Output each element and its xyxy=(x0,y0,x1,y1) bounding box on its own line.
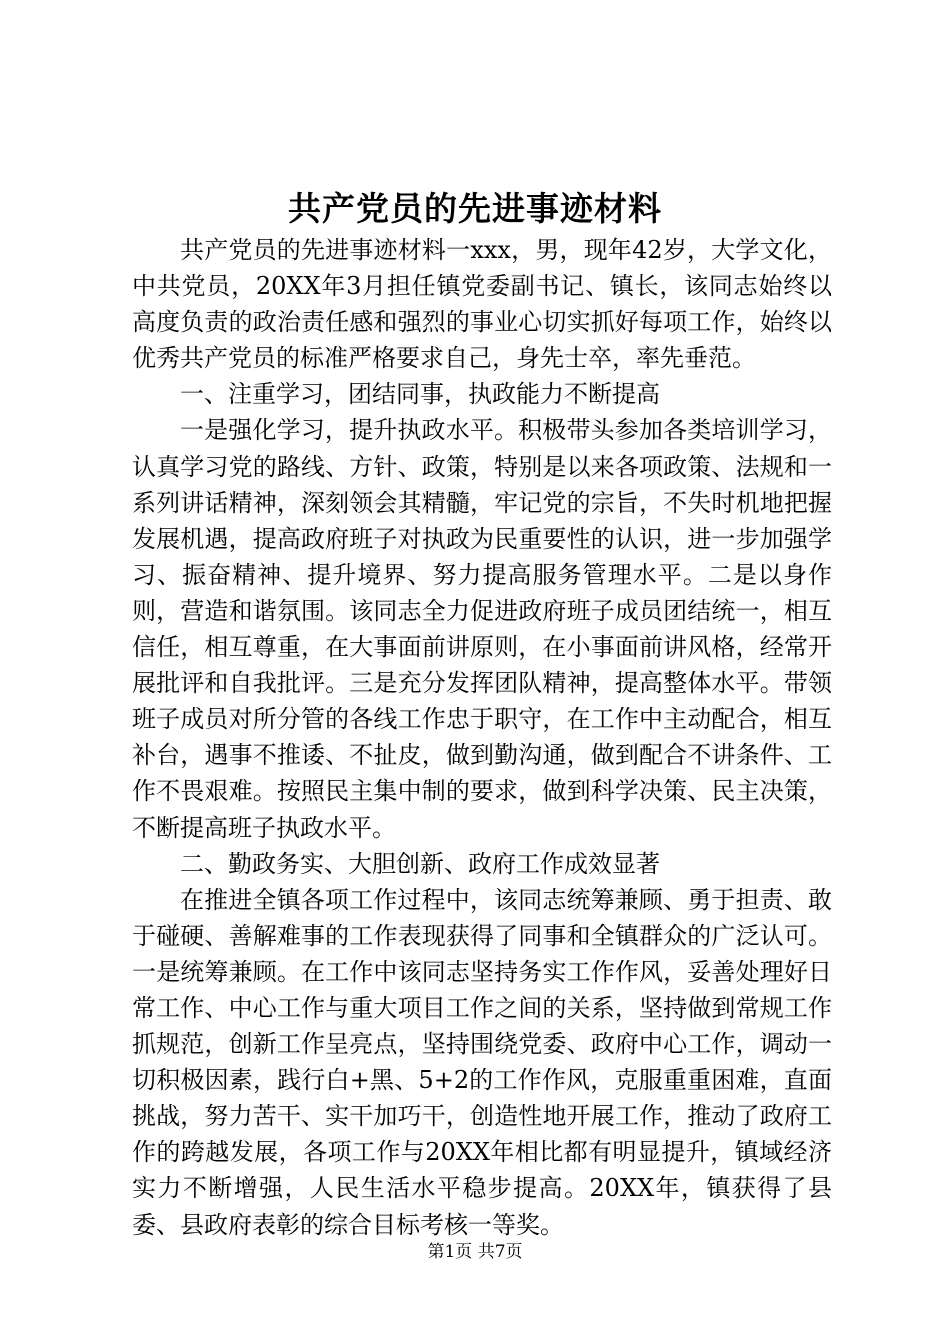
page-number: 第1页 xyxy=(427,1242,473,1262)
page-footer xyxy=(0,1240,950,1264)
paragraph-intro: 共产党员的先进事迹材料一xxx，男，现年42岁，大学文化，中共党员，20XX年3月担任镇党委副书记、镇长，该同志始终以高度负责的政治责任感和强烈的事业心切实抓好每项工作，始终以优秀共产党员的标准严格要求自己，身先士卒，率先垂范。 xyxy=(132,236,832,373)
section-heading-2: 二、勤政务实、大胆创新、政府工作成效显著 xyxy=(180,849,660,878)
paragraph-section-1: 一是强化学习，提升执政水平。积极带头参加各类培训学习，认真学习党的路线、方针、政策，特别是以来各项政策、法规和一系列讲话精神，深刻领会其精髓，牢记党的宗旨，不失时机地把握发展机遇，提高政府班子对执政为民重要性的认识，进一步加强学习、振奋精神、提升境界、努力提高服务管理水平。二是以身作则，营造和谐氛围。该同志全力促进政府班子成员团结统一，相互信任，相互尊重，在大事面前讲原则，在小事面前讲风格，经常开展批评和自我批评。三是充分发挥团队精神，提高整体水平。带领班子成员对所分管的各线工作忠于职守，在工作中主动配合，相互补台，遇事不推诿、不扯皮，做到勤沟通，做到配合不讲条件、工作不畏艰难。按照民主集中制的要求，做到科学决策、民主决策，不断提高班子执政水平。 xyxy=(132,416,832,842)
document-title: 共产党员的先进事迹材料 xyxy=(288,189,662,228)
section-heading-1: 一、注重学习，团结同事，执政能力不断提高 xyxy=(180,380,660,409)
paragraph-section-2: 在推进全镇各项工作过程中，该同志统筹兼顾、勇于担责、敢于碰硬、善解难事的工作表现获得了同事和全镇群众的广泛认可。一是统筹兼顾。在工作中该同志坚持务实工作作风，妥善处理好日常工作、中心工作与重大项目工作之间的关系，坚持做到常规工作抓规范，创新工作呈亮点，坚持围绕党委、政府中心工作，调动一切积极因素，践行白+黑、5+2的工作作风，克服重重困难，直面挑战，努力苦干、实干加巧干，创造性地开展工作，推动了政府工作的跨越发展，各项工作与20XX年相比都有明显提升，镇域经济实力不断增强，人民生活水平稳步提高。20XX年，镇获得了县委、县政府表彰的综合目标考核一等奖。 xyxy=(132,885,832,1239)
document-body xyxy=(132,232,832,1243)
page-total: 共7页 xyxy=(477,1242,523,1262)
